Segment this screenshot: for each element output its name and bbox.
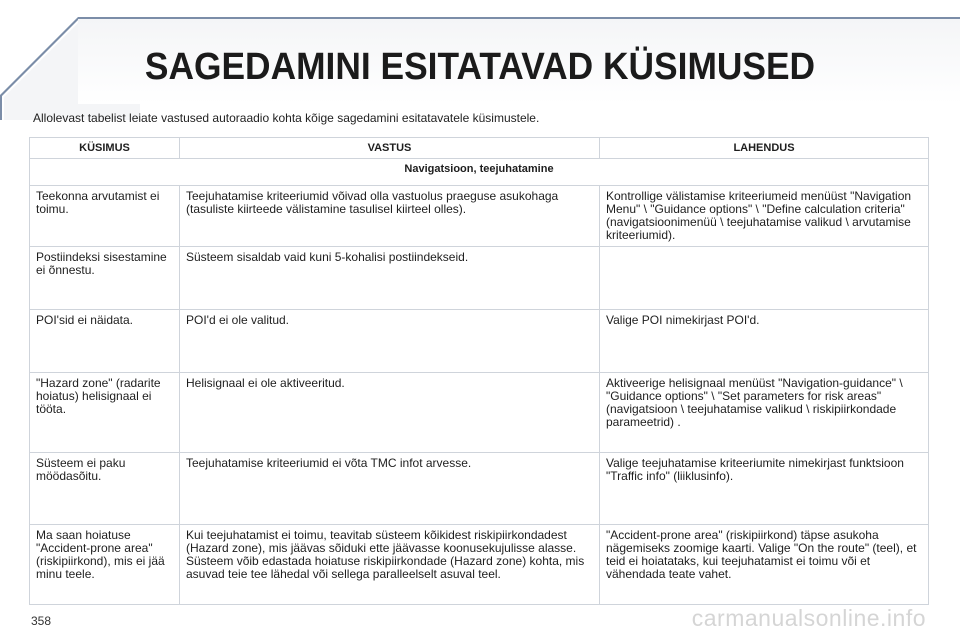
answer-cell: Helisignaal ei ole aktiveeritud. xyxy=(180,373,600,453)
solution-cell: Aktiveerige helisignaal menüüst "Navigation-guidance" \ "Guidance options" \ "Set parameters for risk areas" (navigatsioon \ teejuhatamise valikud \ riskipiirkondade parameetrid) . xyxy=(600,373,929,453)
table-row xyxy=(30,453,929,525)
table-row xyxy=(30,525,929,605)
column-header-question: KÜSIMUS xyxy=(30,138,180,159)
section-title: Navigatsioon, teejuhatamine xyxy=(30,159,929,186)
column-header-solution: LAHENDUS xyxy=(600,138,929,159)
solution-cell: Valige teejuhatamise kriteeriumite nimekirjast funktsioon "Traffic info" (liiklusinfo). xyxy=(600,453,929,525)
table-row xyxy=(30,247,929,310)
question-cell: Postiindeksi sisestamine ei õnnestu. xyxy=(30,247,180,310)
page-title: SAGEDAMINI ESITATAVAD KÜSIMUSED xyxy=(144,46,816,88)
watermark-text: carmanualsonline.info xyxy=(691,605,926,631)
answer-cell: Teejuhatamise kriteeriumid võivad olla vastuolus praeguse asukohaga (tasuliste kiirteede välistamine tasulisel kiirteel olles). xyxy=(180,186,600,247)
question-cell: "Hazard zone" (radarite hoiatus) helisignaal ei tööta. xyxy=(30,373,180,453)
page-number: 358 xyxy=(31,614,52,628)
column-header-answer: VASTUS xyxy=(180,138,600,159)
solution-cell: Valige POI nimekirjast POI'd. xyxy=(600,310,929,373)
faq-table xyxy=(29,137,929,605)
table-row xyxy=(30,186,929,247)
table-row xyxy=(30,310,929,373)
answer-cell: Kui teejuhatamist ei toimu, teavitab süsteem kõikidest riskipiirkondadest (Hazard zone), mis jäävas sõiduki ette jäävasse koonusekujulisse alasse. Süsteem võib edastada hoiatuse riskipiirkondade (Hazard zone) kohta, mis asuvad teie tee lähedal või sellega paralleelselt asuval teel. xyxy=(180,525,600,605)
question-cell: Teekonna arvutamist ei toimu. xyxy=(30,186,180,247)
solution-cell xyxy=(600,247,929,310)
intro-text: Allolevast tabelist leiate vastused autoraadio kohta kõige sagedamini esitatavatele küsimustele. xyxy=(33,111,540,125)
table-header-row xyxy=(30,138,929,159)
answer-cell: POI'd ei ole valitud. xyxy=(180,310,600,373)
question-cell: Süsteem ei paku möödasõitu. xyxy=(30,453,180,525)
table-row xyxy=(30,373,929,453)
answer-cell: Süsteem sisaldab vaid kuni 5-kohalisi postiindekseid. xyxy=(180,247,600,310)
section-row xyxy=(30,159,929,186)
answer-cell: Teejuhatamise kriteeriumid ei võta TMC infot arvesse. xyxy=(180,453,600,525)
question-cell: Ma saan hoiatuse "Accident-prone area" (riskipiirkond), mis ei jää minu teele. xyxy=(30,525,180,605)
solution-cell: Kontrollige välistamise kriteeriumeid menüüst "Navigation Menu" \ "Guidance options" \ "Define calculation criteria" (navigatsioonimenüü \ teejuhatamise valikud \ arvutamise kriteeriumid). xyxy=(600,186,929,247)
solution-cell: "Accident-prone area" (riskipiirkond) täpse asukoha nägemiseks zoomige kaarti. Valige "On the route" (teel), et teid ei hoiatataks, kui teejuhatamist ei toimu või et vähendada teate vahet. xyxy=(600,525,929,605)
question-cell: POI'sid ei näidata. xyxy=(30,310,180,373)
